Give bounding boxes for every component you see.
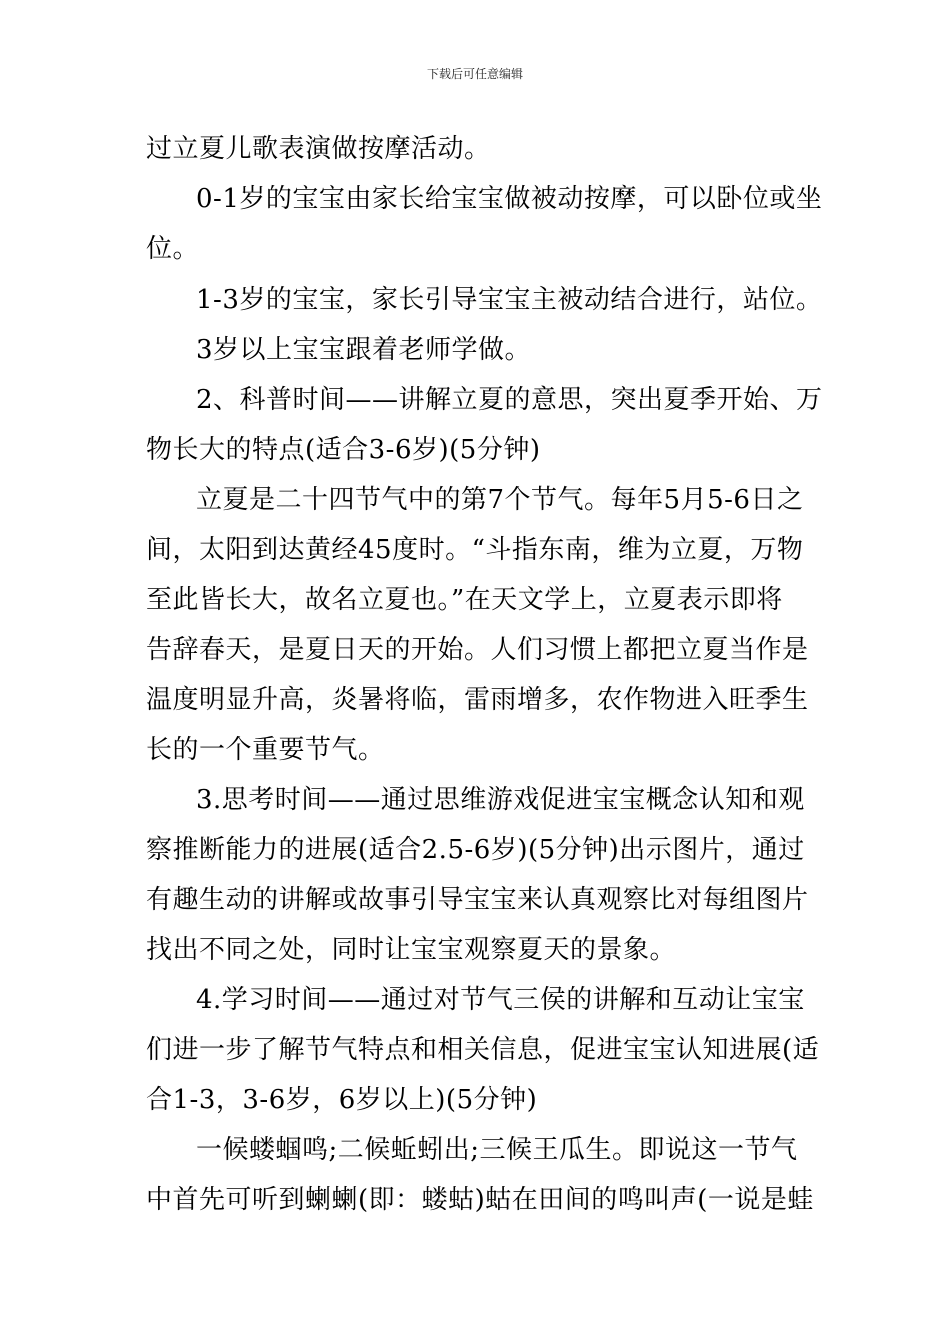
text-line: 立夏是二十四节气中的第7个节气。每年5月5-6日之: [196, 485, 804, 515]
text-line: 3岁以上宝宝跟着老师学做。: [196, 335, 532, 365]
text-line: 一候蝼蝈鸣;二候蚯蚓出;三候王瓜生。即说这一节气: [196, 1135, 798, 1165]
text-line: 物长大的特点(适合3-6岁)(5分钟): [146, 435, 541, 465]
text-line: 温度明显升高，炎暑将临，雷雨增多，农作物进入旺季生: [146, 685, 809, 715]
text-line: 0-1岁的宝宝由家长给宝宝做被动按摩，可以卧位或坐: [196, 184, 823, 214]
text-line: 2、科普时间——讲解立夏的意思，突出夏季开始、万: [196, 385, 823, 415]
text-line: 间，太阳到达黄经45度时。“斗指东南，维为立夏，万物: [146, 535, 804, 565]
text-line: 长的一个重要节气。: [146, 735, 385, 765]
text-line: 过立夏儿歌表演做按摩活动。: [146, 134, 491, 164]
text-line: 们进一步了解节气特点和相关信息，促进宝宝认知进展(适: [146, 1035, 820, 1065]
text-line: 位。: [146, 234, 200, 264]
text-line: 察推断能力的进展(适合2.5-6岁)(5分钟)出示图片，通过: [146, 835, 805, 865]
text-line: 至此皆长大，故名立夏也。”在天文学上，立夏表示即将: [146, 585, 783, 615]
text-line: 有趣生动的讲解或故事引导宝宝来认真观察比对每组图片: [146, 885, 809, 915]
text-line: 4.学习时间——通过对节气三侯的讲解和互动让宝宝: [196, 985, 805, 1015]
text-line: 找出不同之处，同时让宝宝观察夏天的景象。: [146, 935, 677, 965]
text-line: 3.思考时间——通过思维游戏促进宝宝概念认知和观: [196, 785, 805, 815]
text-line: 合1-3，3-6岁，6岁以上)(5分钟): [146, 1085, 538, 1115]
page-header: 下载后可任意编辑: [426, 67, 523, 81]
text-line: 告辞春天，是夏日天的开始。人们习惯上都把立夏当作是: [146, 635, 809, 665]
text-line: 1-3岁的宝宝，家长引导宝宝主被动结合进行，站位。: [196, 285, 823, 315]
text-line: 中首先可听到蝲蝲(即：蝼蛄)蛄在田间的鸣叫声(一说是蛙: [146, 1185, 814, 1215]
